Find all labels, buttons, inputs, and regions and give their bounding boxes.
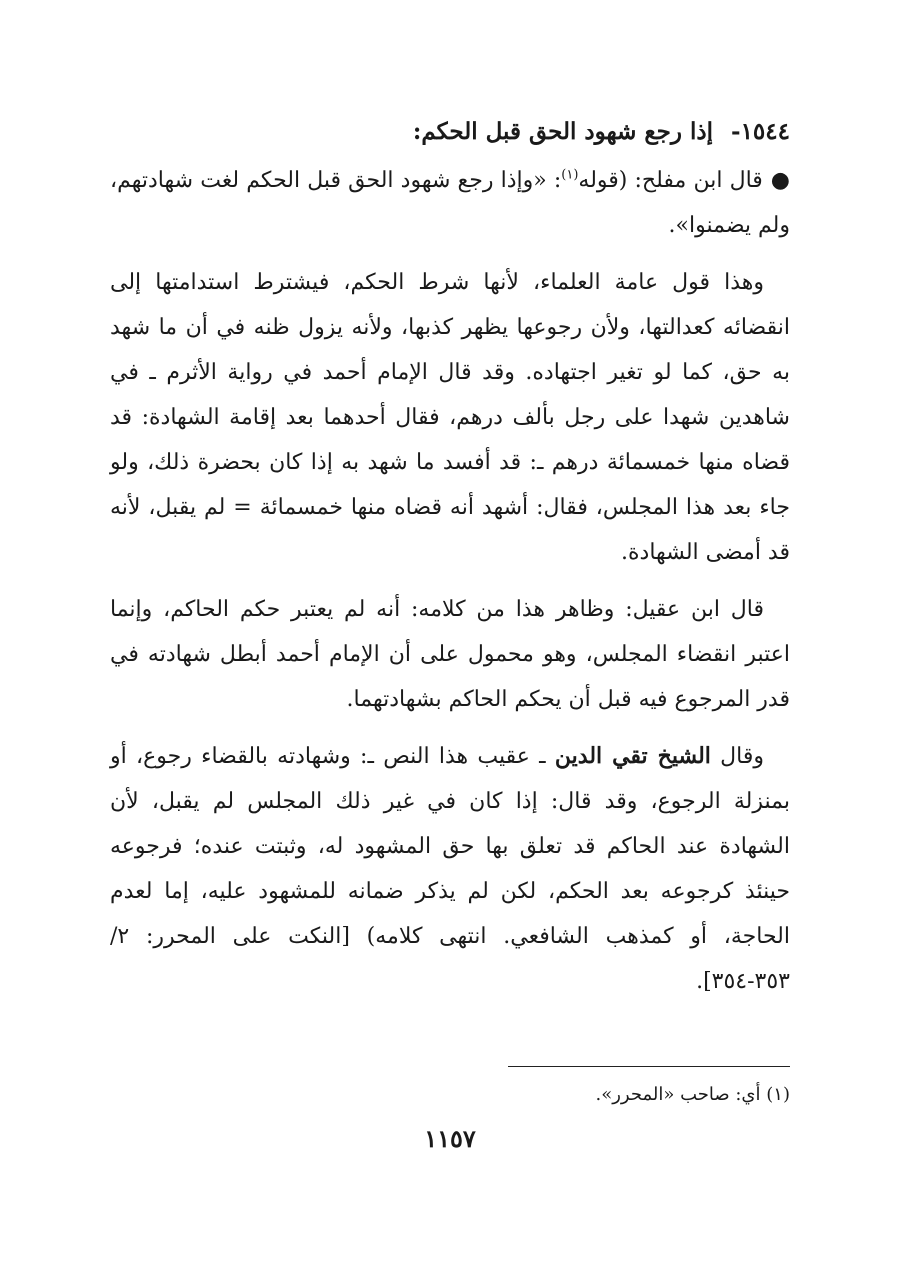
paragraph-4 (110, 734, 790, 1004)
bullet-icon: ● (770, 168, 790, 193)
section-heading (110, 110, 790, 154)
paragraph-4-rest: ـ عقيب هذا النص ـ: وشهادته بالقضاء رجوع، أو بمنزلة الرجوع، وقد قال: إذا كان في غير ذلك المجلس لم يقبل، لأن الشهادة عند الحاكم قد تعلق بها حق المشهود له، وثبتت عنده؛ فرجوعه حينئذ كرجوعه بعد الحكم، لكن لم يذكر ضمانه للمشهود عليه، إما لعدم الحاجة، أو كمذهب الشافعي. انتهى كلامه) [النكت على المحرر: ٢/ ٣٥٣-٣٥٤]. (110, 744, 790, 994)
page-number: ١١٥٧ (424, 1124, 476, 1153)
paragraph-4-lead: وقال (710, 744, 765, 769)
footnote-divider (508, 1066, 790, 1067)
footnote (110, 1080, 790, 1110)
page-body (110, 110, 790, 1016)
paragraph-1-lead: قال ابن مفلح: (قوله (578, 168, 763, 193)
paragraph-3: قال ابن عقيل: وظاهر هذا من كلامه: أنه لم يعتبر حكم الحاكم، وإنما اعتبر انقضاء المجلس، وهو محمول على أن الإمام أحمد أبطل شهادته في قدر المرجوع فيه قبل أن يحكم الحاكم بشهادتهما. (110, 597, 790, 712)
paragraph-4-bold-name: الشيخ تقي الدين (554, 743, 711, 769)
footnote-marker: (١) (766, 1084, 790, 1105)
footnote-reference: (١) (561, 167, 579, 183)
paragraph-2: وهذا قول عامة العلماء، لأنها شرط الحكم، فيشترط استدامتها إلى انقضائه كعدالتها، ولأن رجوعها يظهر كذبها، ولأنه يزول ظنه في أن ما شهد به حق، كما لو تغير اجتهاده. وقد قال الإمام أحمد في رواية الأثرم ـ في شاهدين شهدا على رجل بألف درهم، فقال أحدهما بعد إقامة الشهادة: قد قضاه منها خمسمائة درهم ـ: قد أفسد ما شهد به إذا كان بحضرة ذلك، ولو جاء بعد هذا المجلس، فقال: أشهد أنه قضاه منها خمسمائة = لم يقبل، لأنه قد أمضى الشهادة. (110, 270, 790, 565)
section-title: إذا رجع شهود الحق قبل الحكم: (412, 118, 714, 145)
paragraph-1 (110, 158, 790, 248)
section-number: ١٥٤٤- (731, 118, 790, 145)
footnote-text: أي: صاحب «المحرر». (595, 1084, 761, 1105)
paragraph-1-rest: : «وإذا رجع شهود الحق قبل الحكم لغت شهادتهم، ولم يضمنوا». (110, 168, 790, 238)
